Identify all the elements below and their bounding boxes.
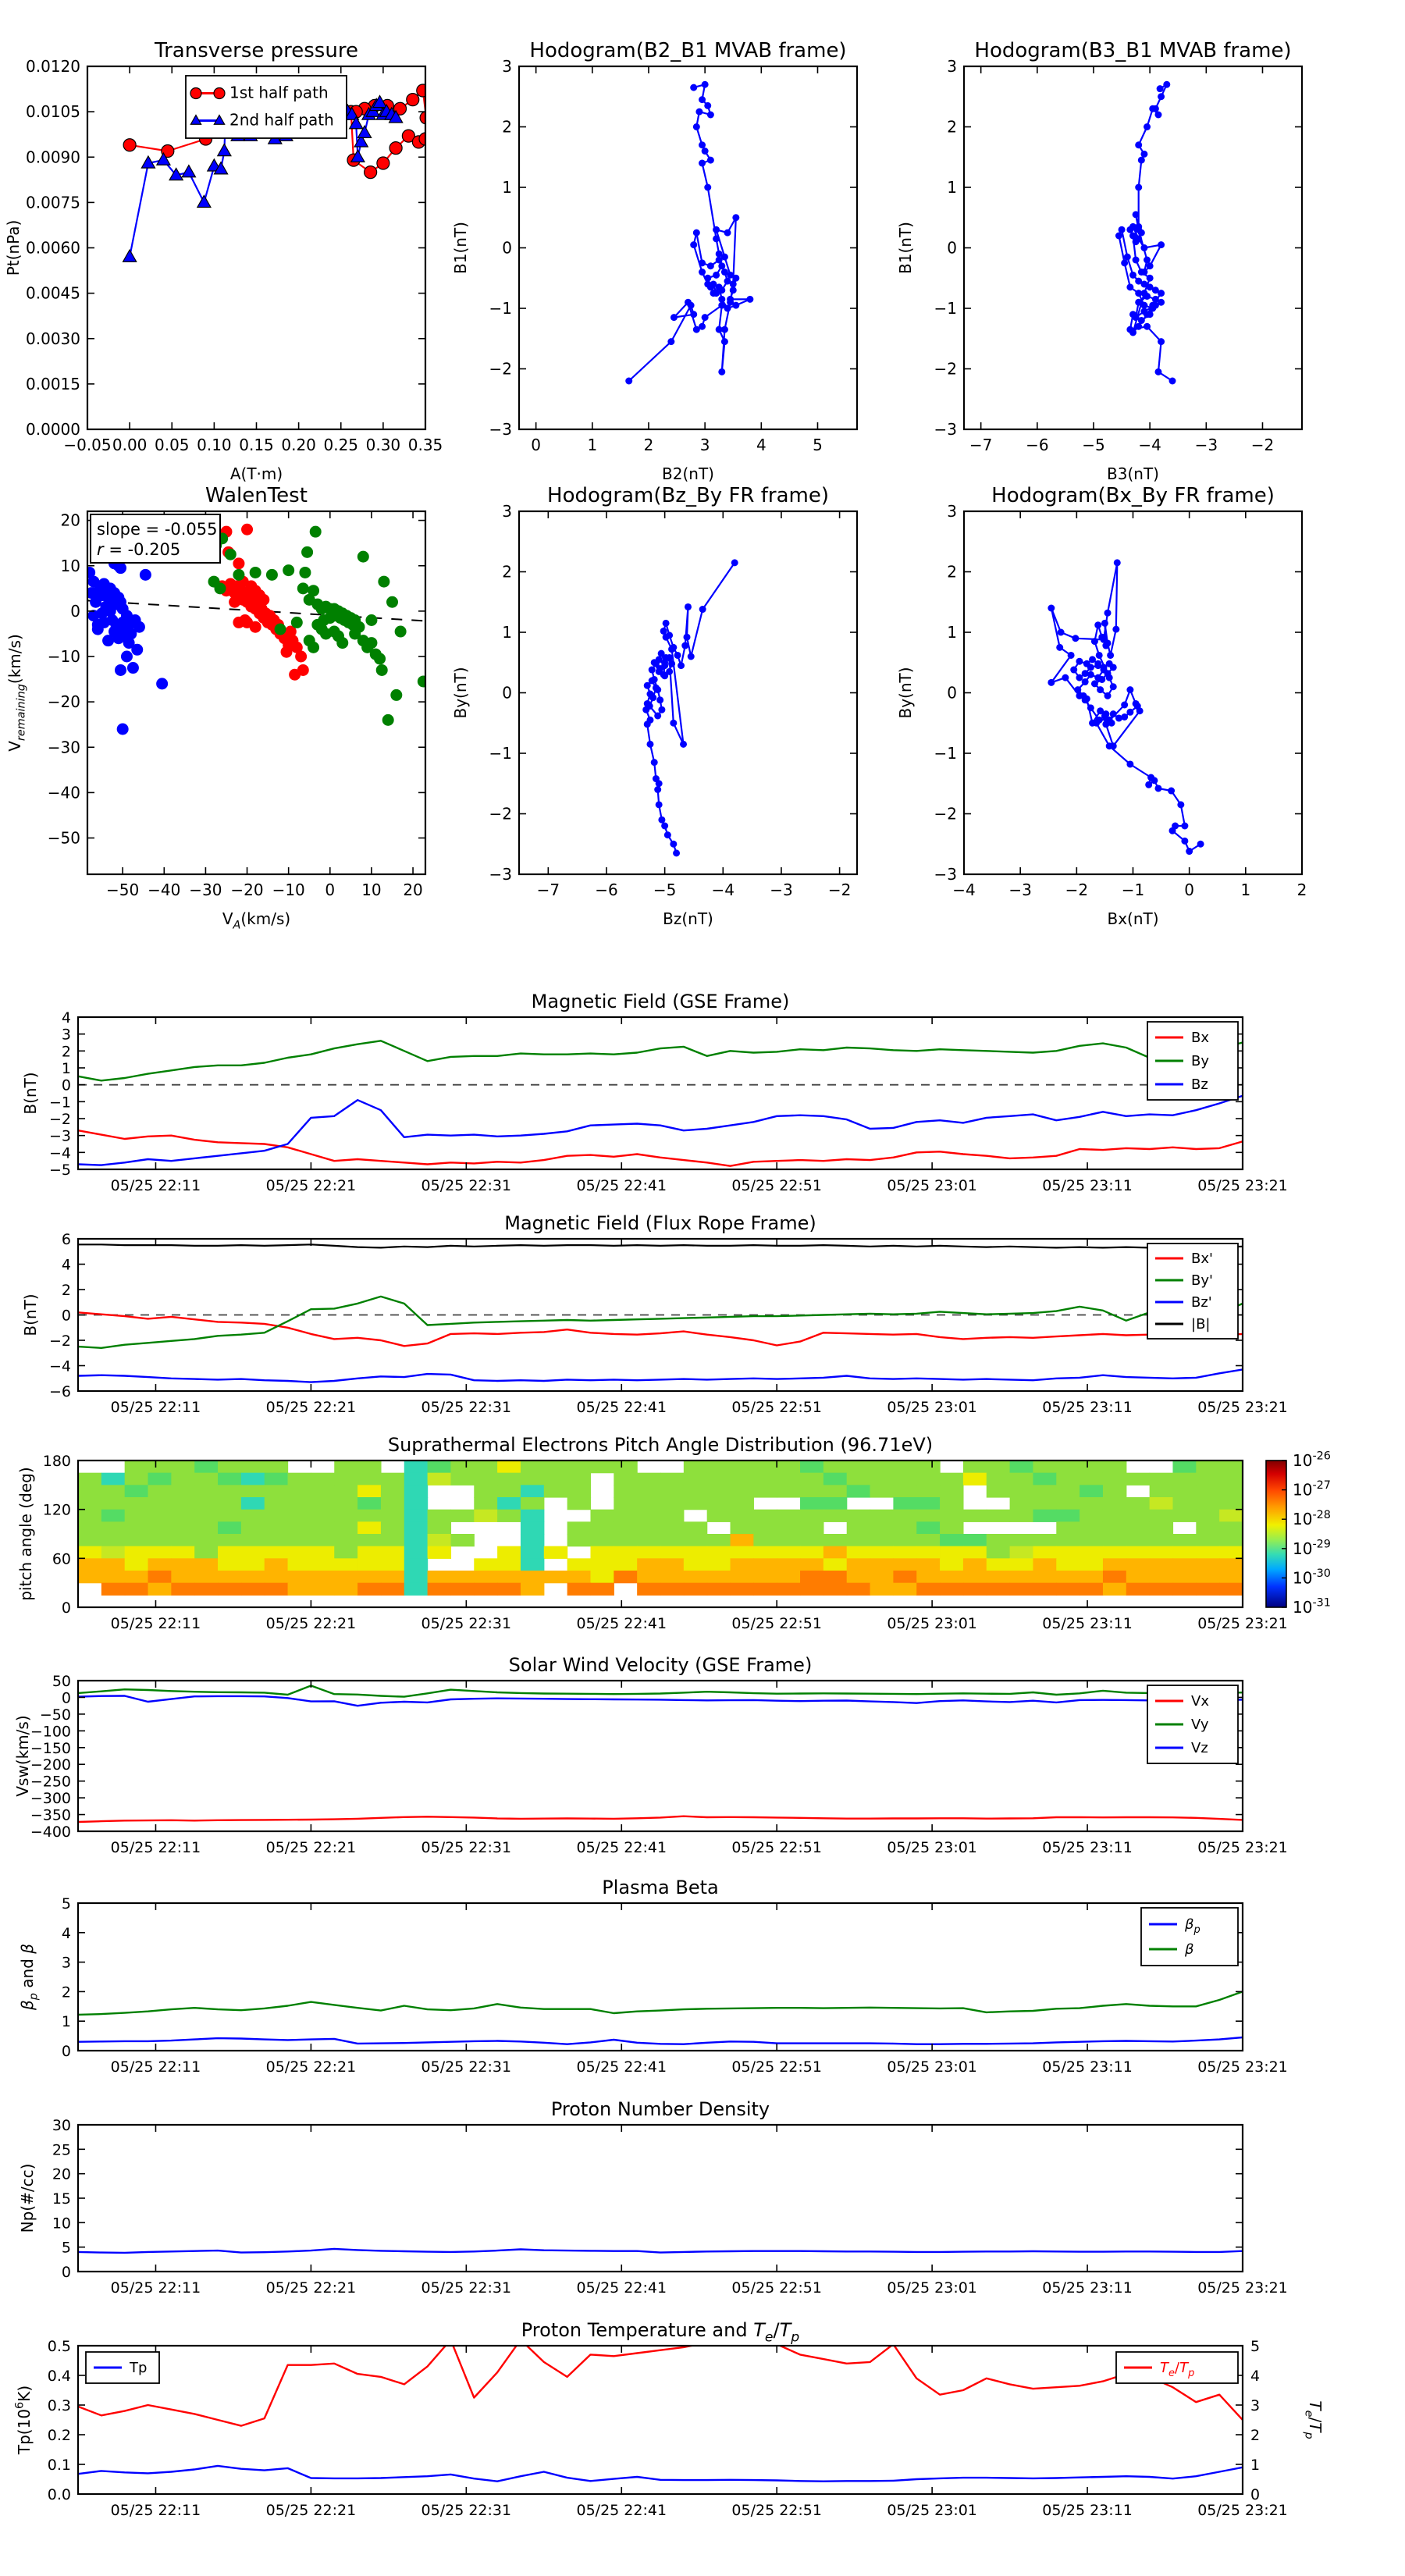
y-tick-label: −1: [934, 299, 957, 318]
colorbar-tick-label: $10^{-26}$: [1293, 1450, 1331, 1470]
y-tick-label: 3: [502, 502, 512, 521]
x-tick-label: 05/25 23:21: [1197, 1839, 1288, 1856]
panel-title: Magnetic Field (GSE Frame): [531, 991, 790, 1012]
y-axis-label: $Tp(10^6K)$: [13, 2385, 34, 2455]
y-tick-label: 20: [60, 511, 80, 530]
x-tick-label: 5: [813, 436, 823, 454]
x-tick-label: 05/25 23:01: [887, 2279, 977, 2297]
panel-title: Proton Temperature and $T_e/T_p$: [521, 2319, 800, 2346]
y-tick-label: 5: [61, 1895, 71, 1912]
x-tick-label: 05/25 22:41: [576, 1615, 667, 1632]
y-tick-label: 3: [947, 57, 957, 76]
x-tick-label: 05/25 23:11: [1042, 1177, 1133, 1194]
colorbar-tick-label: $10^{-30}$: [1293, 1567, 1331, 1588]
svg-text:Bz': Bz': [1191, 1294, 1212, 1311]
x-axis-label: Bz(nT): [663, 909, 713, 928]
y-tick-label: −40: [47, 783, 80, 802]
panel-title: Transverse pressure: [155, 39, 358, 62]
x-tick-label: 05/25 22:51: [731, 2279, 822, 2297]
x-tick-label: −30: [189, 881, 222, 899]
y-tick-label: 0: [947, 683, 957, 703]
y-tick-label: 1: [502, 623, 512, 642]
x-tick-label: 0.25: [323, 436, 359, 454]
y-tick-label: −3: [48, 1127, 71, 1145]
y-tick-label: 2: [502, 562, 512, 582]
y-tick-label: −2: [489, 359, 512, 379]
y-tick-label: −4: [48, 1357, 71, 1375]
x-tick-label: 05/25 22:21: [265, 2058, 357, 2076]
colorbar-tick-label: $10^{-28}$: [1293, 1508, 1331, 1529]
y-tick-label: 4: [61, 1924, 71, 1942]
legend: [1141, 1908, 1238, 1966]
right-tick-label: 3: [1250, 2397, 1261, 2414]
x-tick-label: 05/25 22:21: [265, 1615, 357, 1632]
y-axis-label: B1(nT): [451, 222, 470, 274]
y-tick-label: −350: [30, 1806, 71, 1824]
y-tick-label: 0: [502, 683, 512, 703]
x-tick-label: 05/25 23:01: [887, 2502, 977, 2519]
y-tick-label: 0.0015: [26, 374, 80, 393]
x-tick-label: −3: [770, 881, 793, 899]
y-tick-label: 1: [947, 623, 957, 642]
x-tick-label: 0.35: [407, 436, 443, 454]
colorbar-tick-label: $10^{-29}$: [1293, 1538, 1331, 1558]
y-tick-label: −100: [30, 1723, 71, 1741]
svg-text:2nd half path: 2nd half path: [229, 110, 334, 130]
x-tick-label: 05/25 22:31: [421, 1399, 512, 1416]
x-tick-label: 05/25 22:41: [576, 2279, 667, 2297]
y-tick-label: −150: [30, 1739, 71, 1757]
y-tick-label: 15: [52, 2190, 71, 2208]
x-tick-label: 1: [587, 436, 598, 454]
y-axis-label: Pt(nPa): [4, 219, 23, 276]
panel-title: Suprathermal Electrons Pitch Angle Distribution (96.71eV): [387, 1434, 934, 1456]
y-tick-label: 0: [61, 1689, 71, 1707]
svg-text:Bx: Bx: [1191, 1030, 1210, 1046]
x-tick-label: 05/25 23:21: [1197, 1615, 1288, 1632]
x-tick-label: −50: [106, 881, 140, 899]
y-tick-label: 0: [61, 1076, 71, 1094]
x-tick-label: 1: [1240, 881, 1251, 899]
x-tick-label: −7: [969, 436, 993, 454]
x-tick-label: 10: [361, 881, 382, 899]
svg-text:Vx: Vx: [1191, 1693, 1209, 1710]
legend: [1147, 1685, 1238, 1763]
x-tick-label: 05/25 23:01: [887, 1615, 977, 1632]
y-tick-label: 25: [52, 2141, 71, 2159]
y-axis-label: Vsw(km/s): [13, 1715, 32, 1797]
y-tick-label: −2: [489, 804, 512, 824]
y-tick-label: 0: [61, 2264, 71, 2281]
x-tick-label: 2: [643, 436, 654, 454]
y-tick-label: −2: [934, 804, 957, 824]
x-tick-label: −6: [1026, 436, 1049, 454]
y-tick-label: 2: [947, 117, 957, 137]
y-tick-label: 0: [70, 601, 80, 621]
legend-0: [86, 2352, 159, 2383]
right-tick-label: 1: [1250, 2457, 1261, 2474]
y-axis-label: By(nT): [896, 667, 915, 719]
y-tick-label: 0: [61, 1599, 71, 1617]
x-tick-label: 05/25 23:11: [1042, 1839, 1133, 1856]
x-tick-label: 05/25 23:21: [1197, 2502, 1288, 2519]
svg-text:Bz: Bz: [1191, 1076, 1208, 1093]
x-tick-label: 05/25 22:51: [731, 2502, 822, 2519]
svg-text:|B|: |B|: [1191, 1316, 1211, 1332]
x-tick-label: 05/25 23:11: [1042, 2279, 1133, 2297]
y-tick-label: 5: [61, 2239, 71, 2257]
x-tick-label: 05/25 22:41: [576, 1839, 667, 1856]
annotation-line: r = -0.205: [97, 540, 181, 559]
x-tick-label: 05/25 22:31: [421, 1839, 512, 1856]
y-axis-label: B(nT): [21, 1293, 40, 1336]
x-tick-label: 05/25 23:21: [1197, 1177, 1288, 1194]
y-tick-label: −5: [48, 1162, 71, 1179]
y-tick-label: −400: [30, 1823, 71, 1841]
svg-text:By': By': [1191, 1272, 1213, 1289]
x-tick-label: 05/25 22:11: [110, 1399, 201, 1416]
y-axis-label: Np(#/cc): [18, 2163, 37, 2233]
x-tick-label: −5: [653, 881, 677, 899]
y-tick-label: −30: [47, 738, 80, 757]
y-tick-label: 0.0: [47, 2486, 71, 2503]
x-tick-label: 05/25 22:11: [110, 1615, 201, 1632]
x-axis-label: B3(nT): [1107, 464, 1159, 483]
x-axis-label: $V_A(km/s)$: [222, 909, 291, 932]
svg-text:β: β: [1185, 1941, 1194, 1958]
x-tick-label: −6: [595, 881, 618, 899]
panel-title: Proton Number Density: [550, 2098, 770, 2120]
x-tick-label: −5: [1082, 436, 1105, 454]
y-tick-label: −3: [489, 420, 512, 439]
right-tick-label: 0: [1250, 2486, 1261, 2503]
y-tick-label: −50: [47, 828, 80, 848]
panel-title: Magnetic Field (Flux Rope Frame): [504, 1212, 816, 1234]
y-tick-label: 3: [502, 57, 512, 76]
right-tick-label: 5: [1250, 2338, 1261, 2355]
y-tick-label: −3: [934, 865, 957, 884]
y-tick-label: 1: [61, 2013, 71, 2031]
x-tick-label: 05/25 22:51: [731, 1615, 822, 1632]
x-axis-label: A(T·m): [229, 464, 283, 483]
x-tick-label: 05/25 22:41: [576, 2058, 667, 2076]
y-tick-label: 0.0060: [26, 238, 80, 258]
y-tick-label: 2: [61, 1282, 71, 1299]
y-tick-label: 10: [60, 556, 80, 575]
y-tick-label: 120: [42, 1501, 71, 1519]
y-tick-label: 30: [52, 2117, 71, 2134]
x-tick-label: −7: [536, 881, 560, 899]
y-tick-label: 1: [947, 178, 957, 197]
y-tick-label: 2: [502, 117, 512, 137]
y-tick-label: 3: [61, 1026, 71, 1044]
x-tick-label: 05/25 23:01: [887, 1177, 977, 1194]
y-tick-label: 4: [61, 1009, 71, 1026]
y-tick-label: 1: [61, 1060, 71, 1077]
y-tick-label: 0.0030: [26, 329, 80, 348]
x-tick-label: −3: [1008, 881, 1032, 899]
x-tick-label: 05/25 23:11: [1042, 1399, 1133, 1416]
right-tick-label: 2: [1250, 2427, 1261, 2444]
legend-1: [1116, 2352, 1238, 2383]
y-axis-label: B1(nT): [896, 222, 915, 274]
y-tick-label: 0.1: [47, 2457, 71, 2474]
x-tick-label: 05/25 22:31: [421, 2502, 512, 2519]
x-tick-label: 05/25 22:21: [265, 2502, 357, 2519]
x-tick-label: 0: [1184, 881, 1195, 899]
x-tick-label: 05/25 23:21: [1197, 2279, 1288, 2297]
svg-text:Bx': Bx': [1191, 1251, 1213, 1267]
x-tick-label: 05/25 22:51: [731, 1399, 822, 1416]
x-tick-label: 05/25 22:21: [265, 1177, 357, 1194]
y-tick-label: 6: [61, 1231, 71, 1248]
y-tick-label: −2: [48, 1332, 71, 1350]
y-tick-label: 0: [61, 1307, 71, 1325]
y-tick-label: 0.0000: [26, 420, 80, 439]
y-tick-label: −2: [934, 359, 957, 379]
x-tick-label: 0: [531, 436, 542, 454]
svg-text:βp: $\beta_p$: [1185, 1916, 1200, 1937]
right-axis-label: $T_e/T_p$: [1302, 2400, 1325, 2439]
x-tick-label: 3: [699, 436, 710, 454]
x-axis-label: Bx(nT): [1107, 909, 1159, 928]
y-tick-label: 0.2: [47, 2427, 71, 2444]
panel-title: Hodogram(Bx_By FR frame): [991, 484, 1275, 507]
x-tick-label: −1: [1121, 881, 1145, 899]
y-tick-label: 0: [61, 2043, 71, 2060]
y-tick-label: −50: [39, 1706, 71, 1724]
annotation-line: slope = -0.055: [97, 520, 218, 539]
x-tick-label: 05/25 23:11: [1042, 2502, 1133, 2519]
legend: [1147, 1244, 1238, 1339]
x-tick-label: 0.15: [239, 436, 274, 454]
x-tick-label: 05/25 22:11: [110, 2058, 201, 2076]
x-tick-label: 05/25 22:31: [421, 1615, 512, 1632]
y-tick-label: 4: [61, 1256, 71, 1274]
y-tick-label: 0.0090: [26, 148, 80, 167]
right-tick-label: 4: [1250, 2368, 1261, 2385]
x-tick-label: 05/25 23:21: [1197, 1399, 1288, 1416]
y-tick-label: 180: [42, 1453, 71, 1470]
y-tick-label: 0: [947, 238, 957, 258]
svg-text:Vz: Vz: [1191, 1740, 1208, 1756]
y-tick-label: 3: [61, 1954, 71, 1972]
x-tick-label: 05/25 23:11: [1042, 2058, 1133, 2076]
x-tick-label: −2: [1250, 436, 1275, 454]
x-tick-label: 05/25 22:11: [110, 1839, 201, 1856]
y-tick-label: −10: [47, 647, 80, 666]
x-tick-label: 05/25 22:21: [265, 1399, 357, 1416]
y-axis-label: $V_{remaining}(km/s)$: [5, 634, 28, 752]
x-tick-label: 0.00: [112, 436, 148, 454]
x-tick-label: 05/25 22:51: [731, 1839, 822, 1856]
panel-title: Hodogram(Bz_By FR frame): [547, 484, 829, 507]
y-tick-label: 0: [502, 238, 512, 258]
x-tick-label: −4: [1138, 436, 1161, 454]
x-tick-label: −0.05: [63, 436, 112, 454]
heatmap-cells: [78, 1461, 1243, 1596]
y-tick-label: −1: [489, 299, 512, 318]
y-tick-label: 2: [61, 1984, 71, 2001]
colorbar-tick-label: $10^{-27}$: [1293, 1479, 1331, 1500]
y-tick-label: 10: [52, 2215, 71, 2233]
x-tick-label: −40: [148, 881, 181, 899]
y-tick-label: −1: [48, 1094, 71, 1112]
y-axis-label: pitch angle (deg): [16, 1467, 35, 1601]
y-axis-label: $\beta_p$ and β: [18, 1943, 41, 2011]
x-tick-label: 05/25 22:21: [265, 1839, 357, 1856]
y-tick-label: −250: [30, 1773, 71, 1791]
x-axis-label: B2(nT): [662, 464, 714, 483]
y-tick-label: 0.0075: [26, 193, 80, 212]
y-tick-label: −200: [30, 1756, 71, 1774]
y-tick-label: 50: [52, 1673, 71, 1690]
x-tick-label: 05/25 22:41: [576, 2502, 667, 2519]
x-tick-label: 20: [403, 881, 423, 899]
x-tick-label: 05/25 22:41: [576, 1177, 667, 1194]
y-tick-label: 2: [61, 1043, 71, 1061]
x-tick-label: 05/25 22:41: [576, 1399, 667, 1416]
x-tick-label: −10: [272, 881, 305, 899]
y-axis-label: By(nT): [451, 667, 470, 719]
svg-text:1st half path: 1st half path: [229, 83, 329, 102]
colorbar-tick-label: $10^{-31}$: [1293, 1596, 1331, 1617]
y-tick-label: −6: [48, 1383, 71, 1400]
x-tick-label: 2: [1297, 881, 1307, 899]
x-tick-label: −20: [230, 881, 264, 899]
panel-title: Plasma Beta: [602, 1877, 719, 1898]
y-tick-label: −1: [934, 744, 957, 763]
y-tick-label: 1: [502, 178, 512, 197]
panel-title: Solar Wind Velocity (GSE Frame): [508, 1654, 813, 1676]
panel-title: Hodogram(B3_B1 MVAB frame): [974, 39, 1292, 62]
y-tick-label: −2: [48, 1111, 71, 1128]
y-tick-label: 60: [52, 1550, 71, 1568]
x-tick-label: −3: [1194, 436, 1218, 454]
x-tick-label: 05/25 23:01: [887, 2058, 977, 2076]
y-tick-label: 0.5: [47, 2338, 71, 2355]
annotation-box: [91, 514, 220, 563]
x-tick-label: 0.10: [197, 436, 232, 454]
panel-title: WalenTest: [205, 484, 308, 507]
y-tick-label: −4: [48, 1144, 71, 1162]
x-tick-label: 0: [325, 881, 336, 899]
y-tick-label: −3: [489, 865, 512, 884]
svg-text:By: By: [1191, 1053, 1210, 1069]
x-tick-label: 05/25 22:21: [265, 2279, 357, 2297]
svg-text:Vy: Vy: [1191, 1717, 1209, 1733]
panel-title: Hodogram(B2_B1 MVAB frame): [529, 39, 847, 62]
y-axis-label: B(nT): [21, 1072, 40, 1115]
x-tick-label: 0.30: [365, 436, 401, 454]
svg-text:Tp: Tp: [130, 2360, 148, 2376]
x-tick-label: 05/25 22:11: [110, 1177, 201, 1194]
y-tick-label: −300: [30, 1790, 71, 1808]
y-tick-label: 0.0105: [26, 102, 80, 122]
x-tick-label: 05/25 22:51: [731, 2058, 822, 2076]
x-tick-label: 4: [756, 436, 767, 454]
legend: [186, 76, 347, 138]
x-tick-label: −2: [827, 881, 852, 899]
y-tick-label: 0.4: [47, 2368, 71, 2385]
x-tick-label: 05/25 22:31: [421, 2058, 512, 2076]
y-tick-label: −3: [934, 420, 957, 439]
x-tick-label: 05/25 22:31: [421, 2279, 512, 2297]
y-tick-label: 0.0120: [26, 57, 80, 76]
x-tick-label: 05/25 23:01: [887, 1399, 977, 1416]
y-tick-label: 3: [947, 502, 957, 521]
legend: [1147, 1022, 1238, 1100]
y-tick-label: −1: [489, 744, 512, 763]
y-tick-label: 0.3: [47, 2397, 71, 2414]
x-tick-label: 05/25 23:11: [1042, 1615, 1133, 1632]
x-tick-label: 05/25 22:11: [110, 2279, 201, 2297]
y-tick-label: 20: [52, 2165, 71, 2183]
x-tick-label: 0.05: [154, 436, 190, 454]
x-tick-label: −4: [952, 881, 976, 899]
y-tick-label: 2: [947, 562, 957, 582]
x-tick-label: −2: [1065, 881, 1089, 899]
x-tick-label: 05/25 22:51: [731, 1177, 822, 1194]
x-tick-label: 0.20: [281, 436, 316, 454]
x-tick-label: −4: [711, 881, 735, 899]
svg-text:Te/Tp: $T_e/T_p$: [1160, 2360, 1195, 2380]
x-tick-label: 05/25 23:21: [1197, 2058, 1288, 2076]
y-tick-label: 0.0045: [26, 283, 80, 303]
x-tick-label: 05/25 23:01: [887, 1839, 977, 1856]
y-tick-label: −20: [47, 692, 80, 712]
x-tick-label: 05/25 22:31: [421, 1177, 512, 1194]
x-tick-label: 05/25 22:11: [110, 2502, 201, 2519]
